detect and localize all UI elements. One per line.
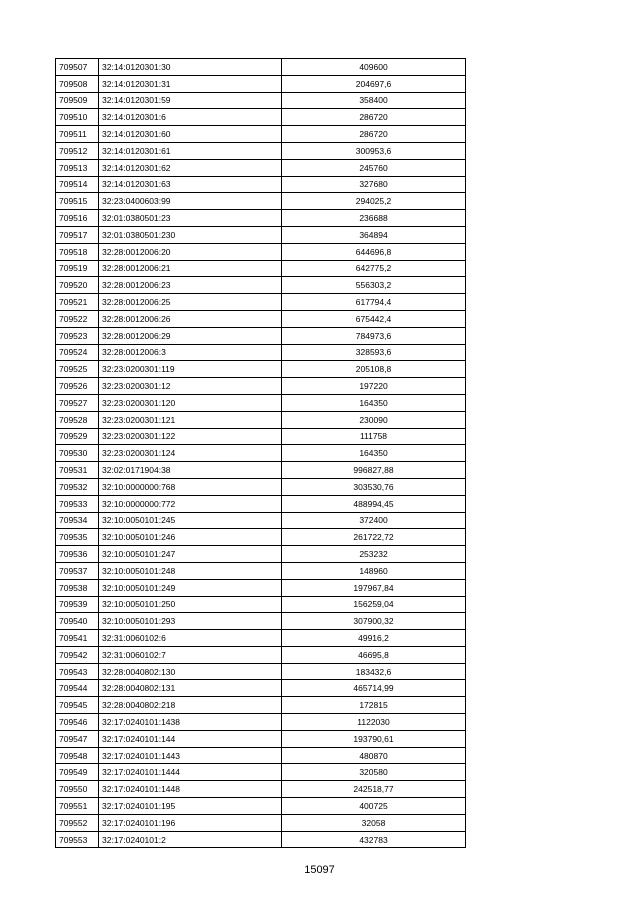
value-cell: 300953,6 xyxy=(282,142,466,159)
cadastral-number-cell: 32:23:0200301:121 xyxy=(99,411,282,428)
table-row xyxy=(56,344,466,361)
value-cell: 49916,2 xyxy=(282,630,466,647)
row-id-cell: 709538 xyxy=(56,579,99,596)
row-id-cell: 709520 xyxy=(56,277,99,294)
row-id-cell: 709511 xyxy=(56,126,99,143)
table-row xyxy=(56,730,466,747)
cadastral-number-cell: 32:28:0012006:23 xyxy=(99,277,282,294)
table-row xyxy=(56,445,466,462)
value-cell: 996827,88 xyxy=(282,462,466,479)
cadastral-number-cell: 32:14:0120301:31 xyxy=(99,75,282,92)
table-row xyxy=(56,630,466,647)
value-cell: 236688 xyxy=(282,210,466,227)
value-cell: 328593,6 xyxy=(282,344,466,361)
table-row xyxy=(56,646,466,663)
row-id-cell: 709546 xyxy=(56,714,99,731)
table-row xyxy=(56,495,466,512)
row-id-cell: 709525 xyxy=(56,361,99,378)
value-cell: 327680 xyxy=(282,176,466,193)
row-id-cell: 709540 xyxy=(56,613,99,630)
row-id-cell: 709523 xyxy=(56,327,99,344)
value-cell: 307900,32 xyxy=(282,613,466,630)
table-row xyxy=(56,210,466,227)
value-cell: 294025,2 xyxy=(282,193,466,210)
table-row xyxy=(56,310,466,327)
cadastral-number-cell: 32:17:0240101:144 xyxy=(99,730,282,747)
value-cell: 432783 xyxy=(282,831,466,848)
table-row xyxy=(56,394,466,411)
value-cell: 286720 xyxy=(282,109,466,126)
cadastral-number-cell: 32:14:0120301:62 xyxy=(99,159,282,176)
row-id-cell: 709515 xyxy=(56,193,99,210)
page-number: 15097 xyxy=(304,864,335,876)
row-id-cell: 709532 xyxy=(56,478,99,495)
cadastral-number-cell: 32:14:0120301:63 xyxy=(99,176,282,193)
cadastral-number-cell: 32:10:0050101:293 xyxy=(99,613,282,630)
value-cell: 164350 xyxy=(282,445,466,462)
cadastral-number-cell: 32:23:0200301:120 xyxy=(99,394,282,411)
table-row xyxy=(56,529,466,546)
value-cell: 480870 xyxy=(282,747,466,764)
table-row xyxy=(56,176,466,193)
row-id-cell: 709533 xyxy=(56,495,99,512)
cadastral-number-cell: 32:17:0240101:196 xyxy=(99,814,282,831)
value-cell: 372400 xyxy=(282,512,466,529)
table-row xyxy=(56,462,466,479)
cadastral-number-cell: 32:17:0240101:2 xyxy=(99,831,282,848)
value-cell: 465714,99 xyxy=(282,680,466,697)
cadastral-number-cell: 32:23:0200301:119 xyxy=(99,361,282,378)
value-cell: 320580 xyxy=(282,764,466,781)
table-row xyxy=(56,781,466,798)
cadastral-number-cell: 32:17:0240101:1444 xyxy=(99,764,282,781)
table-row xyxy=(56,109,466,126)
value-cell: 617794,4 xyxy=(282,294,466,311)
row-id-cell: 709517 xyxy=(56,226,99,243)
row-id-cell: 709526 xyxy=(56,378,99,395)
table-row xyxy=(56,697,466,714)
row-id-cell: 709550 xyxy=(56,781,99,798)
value-cell: 644696,8 xyxy=(282,243,466,260)
table-row xyxy=(56,680,466,697)
value-cell: 261722,72 xyxy=(282,529,466,546)
table-row xyxy=(56,798,466,815)
value-cell: 148960 xyxy=(282,562,466,579)
value-cell: 400725 xyxy=(282,798,466,815)
value-cell: 242518,77 xyxy=(282,781,466,798)
cadastral-number-cell: 32:10:0050101:245 xyxy=(99,512,282,529)
value-cell: 172815 xyxy=(282,697,466,714)
cadastral-number-cell: 32:10:0000000:772 xyxy=(99,495,282,512)
table-row xyxy=(56,478,466,495)
row-id-cell: 709535 xyxy=(56,529,99,546)
cadastral-number-cell: 32:23:0200301:12 xyxy=(99,378,282,395)
value-cell: 193790,61 xyxy=(282,730,466,747)
cadastral-number-cell: 32:01:0380501:230 xyxy=(99,226,282,243)
table-row xyxy=(56,546,466,563)
cadastral-number-cell: 32:10:0050101:247 xyxy=(99,546,282,563)
row-id-cell: 709548 xyxy=(56,747,99,764)
value-cell: 784973,6 xyxy=(282,327,466,344)
cadastral-number-cell: 32:31:0060102:6 xyxy=(99,630,282,647)
cadastral-number-cell: 32:28:0012006:20 xyxy=(99,243,282,260)
row-id-cell: 709507 xyxy=(56,59,99,76)
cadastral-number-cell: 32:28:0040802:218 xyxy=(99,697,282,714)
row-id-cell: 709539 xyxy=(56,596,99,613)
cadastral-number-cell: 32:17:0240101:195 xyxy=(99,798,282,815)
table-row xyxy=(56,714,466,731)
row-id-cell: 709527 xyxy=(56,394,99,411)
row-id-cell: 709521 xyxy=(56,294,99,311)
cadastral-number-cell: 32:28:0040802:131 xyxy=(99,680,282,697)
value-cell: 183432,6 xyxy=(282,663,466,680)
value-cell: 253232 xyxy=(282,546,466,563)
table-row xyxy=(56,562,466,579)
cadastral-number-cell: 32:14:0120301:61 xyxy=(99,142,282,159)
value-cell: 364894 xyxy=(282,226,466,243)
table-row xyxy=(56,243,466,260)
table-row xyxy=(56,327,466,344)
row-id-cell: 709518 xyxy=(56,243,99,260)
cadastral-number-cell: 32:28:0012006:25 xyxy=(99,294,282,311)
table-row xyxy=(56,613,466,630)
value-cell: 245760 xyxy=(282,159,466,176)
table-row xyxy=(56,814,466,831)
table-row xyxy=(56,277,466,294)
cadastral-number-cell: 32:28:0012006:3 xyxy=(99,344,282,361)
table-row xyxy=(56,512,466,529)
table-row xyxy=(56,59,466,76)
row-id-cell: 709549 xyxy=(56,764,99,781)
row-id-cell: 709542 xyxy=(56,646,99,663)
row-id-cell: 709528 xyxy=(56,411,99,428)
cadastral-number-cell: 32:17:0240101:1448 xyxy=(99,781,282,798)
row-id-cell: 709534 xyxy=(56,512,99,529)
table-row xyxy=(56,142,466,159)
value-cell: 204697,6 xyxy=(282,75,466,92)
row-id-cell: 709553 xyxy=(56,831,99,848)
cadastral-number-cell: 32:28:0012006:29 xyxy=(99,327,282,344)
cadastral-number-cell: 32:23:0200301:124 xyxy=(99,445,282,462)
table-row xyxy=(56,126,466,143)
cadastral-number-cell: 32:28:0012006:21 xyxy=(99,260,282,277)
data-table xyxy=(55,58,466,848)
row-id-cell: 709530 xyxy=(56,445,99,462)
row-id-cell: 709513 xyxy=(56,159,99,176)
row-id-cell: 709516 xyxy=(56,210,99,227)
table-row xyxy=(56,747,466,764)
value-cell: 230090 xyxy=(282,411,466,428)
value-cell: 111758 xyxy=(282,428,466,445)
value-cell: 556303,2 xyxy=(282,277,466,294)
value-cell: 205108,8 xyxy=(282,361,466,378)
value-cell: 156259,04 xyxy=(282,596,466,613)
table-row xyxy=(56,75,466,92)
table-row xyxy=(56,663,466,680)
table-row xyxy=(56,159,466,176)
cadastral-number-cell: 32:31:0060102:7 xyxy=(99,646,282,663)
cadastral-number-cell: 32:23:0200301:122 xyxy=(99,428,282,445)
row-id-cell: 709514 xyxy=(56,176,99,193)
cadastral-number-cell: 32:10:0050101:250 xyxy=(99,596,282,613)
cadastral-number-cell: 32:10:0050101:246 xyxy=(99,529,282,546)
value-cell: 164350 xyxy=(282,394,466,411)
cadastral-number-cell: 32:17:0240101:1438 xyxy=(99,714,282,731)
cadastral-number-cell: 32:28:0012006:26 xyxy=(99,310,282,327)
table-row xyxy=(56,226,466,243)
value-cell: 409600 xyxy=(282,59,466,76)
row-id-cell: 709543 xyxy=(56,663,99,680)
row-id-cell: 709531 xyxy=(56,462,99,479)
cadastral-number-cell: 32:17:0240101:1443 xyxy=(99,747,282,764)
row-id-cell: 709512 xyxy=(56,142,99,159)
cadastral-number-cell: 32:14:0120301:30 xyxy=(99,59,282,76)
table-row xyxy=(56,579,466,596)
row-id-cell: 709524 xyxy=(56,344,99,361)
row-id-cell: 709510 xyxy=(56,109,99,126)
table-row xyxy=(56,428,466,445)
cadastral-number-cell: 32:28:0040802:130 xyxy=(99,663,282,680)
table-row xyxy=(56,294,466,311)
table-row xyxy=(56,596,466,613)
value-cell: 286720 xyxy=(282,126,466,143)
row-id-cell: 709551 xyxy=(56,798,99,815)
row-id-cell: 709552 xyxy=(56,814,99,831)
row-id-cell: 709519 xyxy=(56,260,99,277)
cadastral-number-cell: 32:14:0120301:60 xyxy=(99,126,282,143)
cadastral-number-cell: 32:10:0000000:768 xyxy=(99,478,282,495)
cadastral-number-cell: 32:10:0050101:249 xyxy=(99,579,282,596)
cadastral-number-cell: 32:02:0171904:38 xyxy=(99,462,282,479)
row-id-cell: 709536 xyxy=(56,546,99,563)
table-row xyxy=(56,411,466,428)
value-cell: 675442,4 xyxy=(282,310,466,327)
table-row xyxy=(56,361,466,378)
value-cell: 488994,45 xyxy=(282,495,466,512)
row-id-cell: 709522 xyxy=(56,310,99,327)
row-id-cell: 709544 xyxy=(56,680,99,697)
cadastral-number-cell: 32:23:0400603:99 xyxy=(99,193,282,210)
row-id-cell: 709508 xyxy=(56,75,99,92)
cadastral-number-cell: 32:14:0120301:59 xyxy=(99,92,282,109)
table-row xyxy=(56,92,466,109)
row-id-cell: 709509 xyxy=(56,92,99,109)
row-id-cell: 709541 xyxy=(56,630,99,647)
value-cell: 303530,76 xyxy=(282,478,466,495)
cadastral-number-cell: 32:01:0380501:23 xyxy=(99,210,282,227)
table-row xyxy=(56,193,466,210)
value-cell: 32058 xyxy=(282,814,466,831)
value-cell: 1122030 xyxy=(282,714,466,731)
table-row xyxy=(56,764,466,781)
row-id-cell: 709545 xyxy=(56,697,99,714)
table-row xyxy=(56,378,466,395)
value-cell: 197967,84 xyxy=(282,579,466,596)
value-cell: 358400 xyxy=(282,92,466,109)
table-row xyxy=(56,831,466,848)
row-id-cell: 709537 xyxy=(56,562,99,579)
table-body xyxy=(56,59,466,848)
value-cell: 642775,2 xyxy=(282,260,466,277)
value-cell: 46695,8 xyxy=(282,646,466,663)
cadastral-number-cell: 32:14:0120301:6 xyxy=(99,109,282,126)
row-id-cell: 709547 xyxy=(56,730,99,747)
value-cell: 197220 xyxy=(282,378,466,395)
table-row xyxy=(56,260,466,277)
row-id-cell: 709529 xyxy=(56,428,99,445)
cadastral-number-cell: 32:10:0050101:248 xyxy=(99,562,282,579)
